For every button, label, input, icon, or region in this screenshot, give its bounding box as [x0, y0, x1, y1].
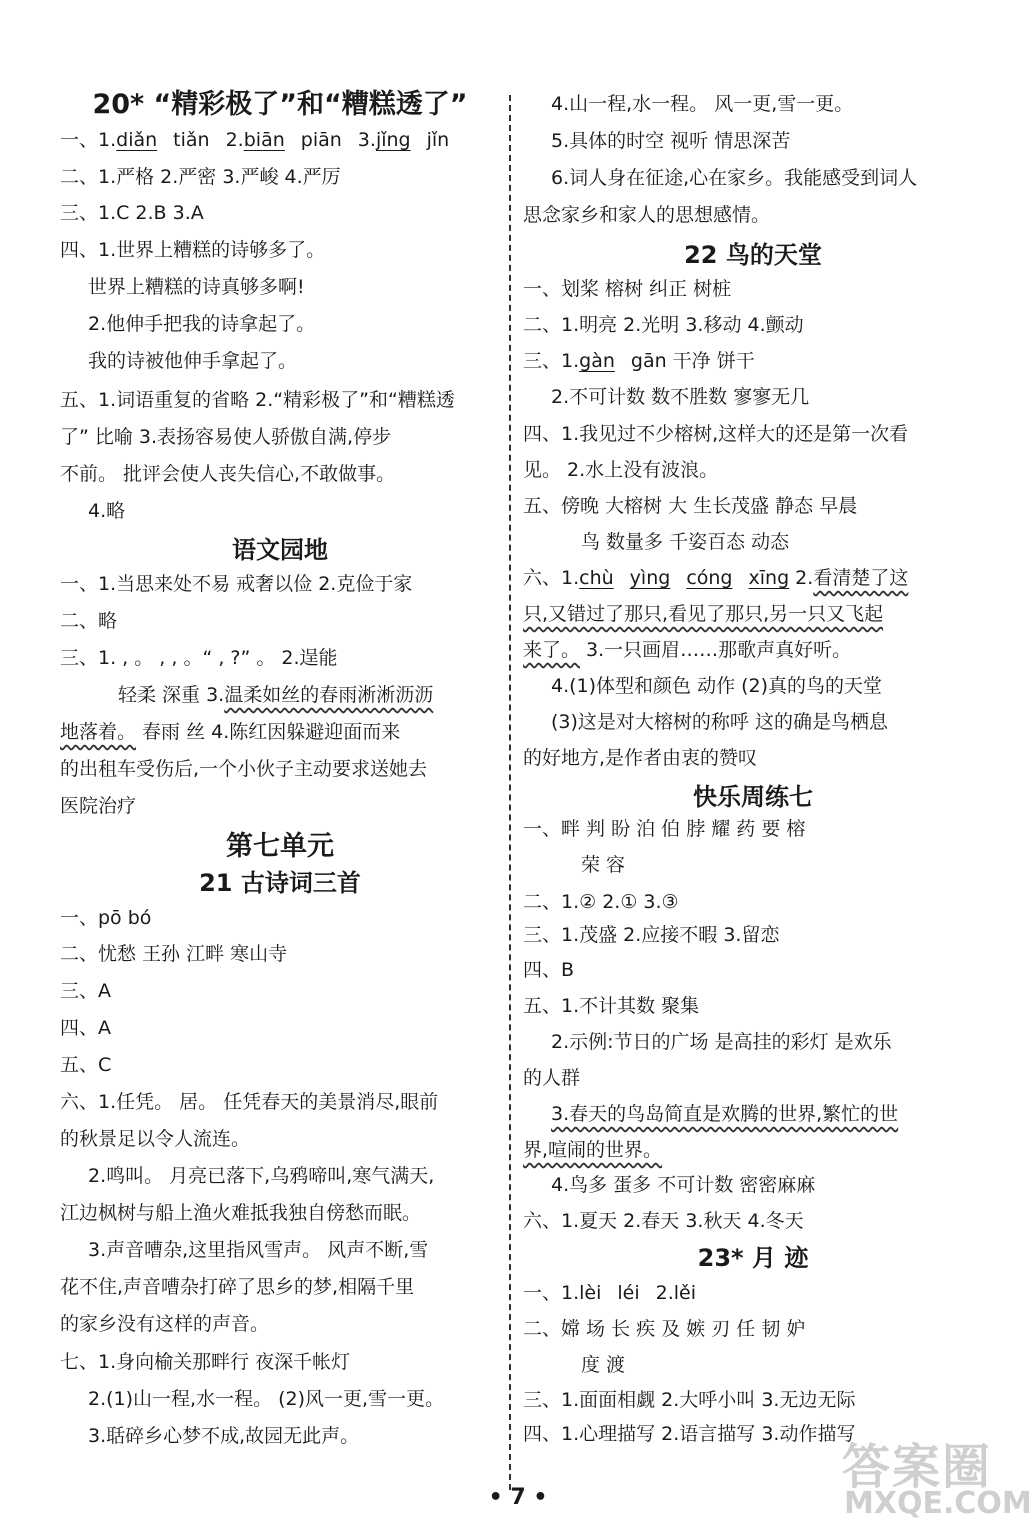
k-q1a: 一、畔 判 盼 泊 伯 脖 耀 药 要 榕: [523, 818, 806, 840]
l20-q5c: 不前。 批评会使人丧失信心,不敢做事。: [60, 463, 396, 485]
lesson-23-title: 23* 月 迹: [697, 1244, 809, 1272]
lesson-22-title: 22 鸟的天堂: [684, 241, 822, 269]
yw-q1: 一、1.当思来处不易 戒奢以俭 2.克俭于家: [60, 573, 413, 595]
l21-q4: 四、A: [60, 1017, 111, 1039]
l22-q6e: (3)这是对大榕树的称呼 这的确是鸟栖息: [551, 711, 888, 733]
l22-q5a: 五、傍晚 大榕树 大 生长茂盛 静态 早晨: [523, 495, 858, 517]
l21-q5: 五、C: [60, 1054, 112, 1076]
l20-q4d: 我的诗被他伸手拿起了。: [88, 350, 298, 372]
l22-q2: 二、1.明亮 2.光明 3.移动 4.颤动: [523, 314, 804, 336]
l20-q5d: 4.略: [88, 500, 126, 522]
k-q3: 三、1.茂盛 2.应接不暇 3.留恋: [523, 924, 780, 946]
l21-q7a: 七、1.身向榆关那畔行 夜深千帐灯: [60, 1351, 351, 1373]
k-q5b: 2.示例:节日的广场 是高挂的彩灯 是欢乐: [551, 1031, 892, 1053]
l20-q4c: 2.他伸手把我的诗拿起了。: [88, 313, 316, 335]
l22-q3a: 三、1.gàn gān 干净 饼干: [523, 350, 755, 372]
k-q5c: 的人群: [523, 1067, 581, 1089]
page-number: • 7 •: [488, 1485, 548, 1510]
l20-q4b: 世界上糟糕的诗真够多啊!: [88, 276, 305, 298]
l23-q1: 一、1.lèi léi 2.lěi: [523, 1282, 697, 1304]
l21-q7e: 5.具体的时空 视听 情思深苦: [551, 130, 791, 152]
k-q6: 六、1.夏天 2.春天 3.秋天 4.冬天: [523, 1210, 804, 1232]
l20-q4a: 四、1.世界上糟糕的诗够多了。: [60, 239, 326, 261]
yw-q3a: 三、1. , 。 , , 。“ , ?” 。 2.逞能: [60, 647, 338, 669]
l22-q6a: 六、1.chù yìng cóng xīng 2.看清楚了这: [523, 567, 909, 589]
l22-q6c: 来了。 3.一只画眉……那歌声真好听。: [523, 639, 852, 661]
yw-q2: 二、略: [60, 610, 118, 632]
l21-q7d: 4.山一程,水一程。 风一更,雪一更。: [551, 93, 854, 115]
k-q1b: 荣 容: [581, 854, 626, 876]
l21-q3: 三、A: [60, 980, 111, 1002]
yw-q3d: 的出租车受伤后,一个小伙子主动要求送她去: [60, 758, 428, 780]
l22-q6b: 只,又错过了那只,看见了那只,另一只又飞起: [523, 603, 884, 625]
l23-q4: 四、1.心理描写 2.语言描写 3.动作描写: [523, 1423, 856, 1445]
l23-q3: 三、1.面面相觑 2.大呼小叫 3.无边无际: [523, 1389, 856, 1411]
l22-q3b: 2.不可计数 数不胜数 寥寥无几: [551, 386, 810, 408]
l21-q7f: 6.词人身在征途,心在家乡。我能感受到词人: [551, 167, 918, 189]
l21-q6g: 的家乡没有这样的声音。: [60, 1313, 270, 1335]
weekly-practice-7-title: 快乐周练七: [693, 783, 813, 811]
k-q5a: 五、1.不计其数 聚集: [523, 995, 700, 1017]
yuwen-yuandi-title: 语文园地: [232, 536, 328, 564]
k-q5e: 界,喧闹的世界。: [523, 1139, 663, 1161]
yw-q3b: 轻柔 深重 3.温柔如丝的春雨淅淅沥沥: [118, 684, 434, 706]
column-divider: [509, 95, 511, 1490]
lesson-20-title: 20* “精彩极了”和“糟糕透了”: [92, 89, 468, 120]
l22-q6d: 4.(1)体型和颜色 动作 (2)真的鸟的天堂: [551, 675, 883, 697]
l21-q7g: 思念家乡和家人的思想感情。: [523, 204, 771, 226]
unit-7-title: 第七单元: [226, 831, 334, 862]
l20-q5b: 了” 比喻 3.表扬容易使人骄傲自满,停步: [60, 426, 392, 448]
l22-q4a: 四、1.我见过不少榕树,这样大的还是第一次看: [523, 423, 909, 445]
yw-q3e: 医院治疗: [60, 795, 137, 817]
yw-q3c: 地落着。 春雨 丝 4.陈红因躲避迎面而来: [60, 721, 401, 743]
lesson-21-title: 21 古诗词三首: [199, 869, 361, 897]
l21-q6e: 3.声音嘈杂,这里指风雪声。 风声不断,雪: [88, 1239, 429, 1261]
l21-q7b: 2.(1)山一程,水一程。 (2)风一更,雪一更。: [88, 1388, 445, 1410]
l22-q4b: 见。 2.水上没有波浪。: [523, 459, 719, 481]
l21-q6a: 六、1.任凭。 居。 任凭春天的美景消尽,眼前: [60, 1091, 439, 1113]
l22-q6f: 的好地方,是作者由衷的赞叹: [523, 747, 758, 769]
k-q5f: 4.鸟多 蛋多 不可计数 密密麻麻: [551, 1174, 816, 1196]
l21-q6d: 江边枫树与船上渔火难抵我独自傍愁而眠。: [60, 1202, 422, 1224]
l21-q6b: 的秋景足以令人流连。: [60, 1128, 251, 1150]
l22-q1: 一、划桨 榕树 纠正 树桩: [523, 278, 732, 300]
l21-q2: 二、忧愁 王孙 江畔 寒山寺: [60, 943, 288, 965]
l21-q6f: 花不住,声音嘈杂打碎了思乡的梦,相隔千里: [60, 1276, 415, 1298]
k-q4: 四、B: [523, 959, 575, 981]
l20-q3: 三、1.C 2.B 3.A: [60, 202, 204, 224]
l20-q2: 二、1.严格 2.严密 3.严峻 4.严厉: [60, 166, 341, 188]
k-q2: 二、1.② 2.① 3.③: [523, 891, 679, 913]
l20-q1: 一、1.diǎn tiǎn 2.biān piān 3.jǐng jǐn: [60, 129, 450, 151]
l23-q2a: 二、嫦 场 长 疾 及 嫉 刃 任 韧 妒: [523, 1318, 806, 1340]
watermark-logo: 答案圈 MXQE.COM: [842, 1439, 1032, 1521]
l22-q5b: 鸟 数量多 千姿百态 动态: [581, 531, 790, 553]
k-q5d: 3.春天的鸟岛简直是欢腾的世界,繁忙的世: [551, 1103, 899, 1125]
l20-q5a: 五、1.词语重复的省略 2.“精彩极了”和“糟糕透: [60, 389, 455, 411]
l21-q7c: 3.聒碎乡心梦不成,故园无此声。: [88, 1425, 360, 1447]
l21-q1: 一、pō bó: [60, 907, 152, 929]
l23-q2b: 度 渡: [581, 1354, 626, 1376]
l21-q6c: 2.鸣叫。 月亮已落下,乌鸦啼叫,寒气满天,: [88, 1165, 435, 1187]
